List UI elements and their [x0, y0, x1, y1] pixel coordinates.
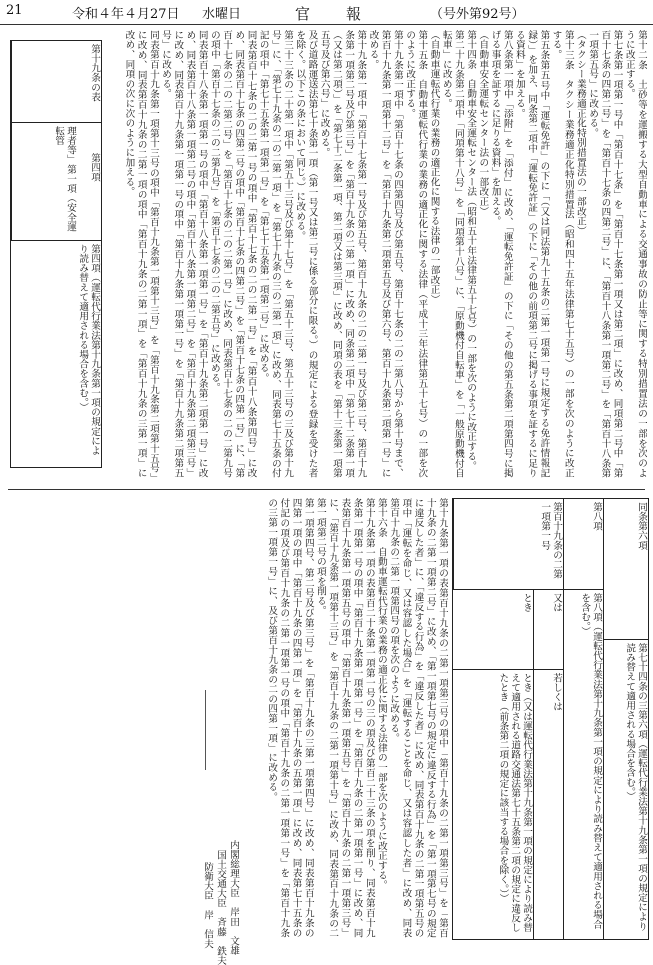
- paragraph: 第七条第一項第一号中「第百十七条」を「第百十七条第一項又は第二項」に改め、同項第二号中「第百十七条の四第二号」を「第百十七条の四第二号」に、「第百十八条第一項第二号」を「第百十八条第一項第五号」に改める。: [587, 30, 623, 478]
- paragraph: 第八条第一項中「添附」を「添付」に改め、「運転免許証」の下に「その他の第五条第二項第四号に掲げる事項を証するに足りる資料」を加える。: [489, 30, 513, 478]
- paragraph: 第十九条第一項中「第百十七条の四第四号及び第五号、第百十七条の二の二第八号から第十号まで、第百十九条第一項第十二号」を「第百十九条第二項第五号及び第六号、第百十九条第二項第一号」に改める。: [367, 30, 403, 478]
- table-cell: とき（又は運転代行業法第十九条第一項の規定により読み替えて適用される道路交通法第七十五条第二項の規定に違反したとき（前条第二項の規定に該当する場合を除く。））: [453, 669, 533, 939]
- issue-date: 令和４年４月27日: [72, 7, 180, 22]
- paragraph: 第十五条 自動車運転代行業の業務の適正化に関する法律（平成十三年法律第五十七号）の一部を次のように改正する。: [404, 30, 428, 478]
- paragraph: （自動車運転代行業の業務の適正化に関する法律の一部改正）: [428, 30, 440, 305]
- paragraph: 第十九条第一項の表第百二十条第一項第一号の三の項及び第百二十三条の項を削り、同表第百十九条第一項第一号の項中「第百十九条第一項第一号」を「第百十九条の二第一項第一号」に改め、同表第百十九条第一項第五号の項中「第百十九条第一項第五号」を「第百十九条の二第一項第三号」に、「第百十九条第一項第十三号」を「第百十九条の二第一項第十号」に改め、同表第百十九条の二第一項第二号の項を削る。: [314, 498, 375, 938]
- table-cell: 若しくは: [533, 669, 563, 939]
- signatory-title: 内閣総理大臣: [228, 840, 239, 898]
- signature-mod: [200, 862, 214, 948]
- paragraph: 第三十三条の二十第一項中「第五十三号及び第十七号」を「第五十三号、第五十三号の三及び第十九号」に、「第七十九条の二の二第一項」を「第七十九条の三の二第一項」に改め、同表第七十五条の付記の項中「第七十五条第一項第一号」を「第七十五条第一項第二号」に改める。: [257, 30, 294, 478]
- paragraph: 第十三条 タクシー業務適正化特別措置法（昭和四十五年法律第七十五号）の一部を次のように改正する。: [550, 30, 574, 478]
- paragraph: 第十二条 土砂等を運搬する大型自動車による交通事故の防止等に関する特別措置法の一部を次のように改正する。: [623, 30, 647, 478]
- paragraph: 同表第百十九条第一項第十三号の項中「第百十九条第一項第十三号」を「第百十九条第二項第十五号」に改め、同表第百十九条の二第一項の項中「第百十九条の二第一項」を「第百十九条の三第一項」に改め、同項の次に次のように加える。: [123, 30, 159, 478]
- table-cell: 第百十九条の二第一項第一号: [453, 499, 563, 589]
- paragraph: 第十九条第一項の表第百十九条の二第一項第三号の項中「第百十九条の二第一項第三号」を「第百十九条の二第一項第二号」に改め、「第一項第七号の規定に違反する行為」を「第一項第七号の規定に違反した者」に、「違反する行為」を「違反した者」に改め、同表第百十九条の二第一項第五号の項中「運転を命じ、又は容認した場合」を「運転することを命じ、又は容認した者」に改め、同表第百十九条の二第一項第四号の項を次のように改める。: [388, 498, 448, 938]
- issue-number: （号外第92号）: [430, 7, 525, 22]
- table-cell: 第四項（運転代行業法第十九条第一項の規定により読み替えて適用される場合を含む。）: [77, 244, 100, 456]
- paragraph: 及び道路運送法第七十条第一項（第一号又は第二号に係る部分に限る。）の規定による登録を受けた者を除く。以下この条において同じ。）に改める。: [294, 30, 318, 478]
- table-cell: 理者等」第一項（安全運転管: [11, 123, 77, 241]
- table-cell: [11, 41, 67, 123]
- section-divider: [8, 489, 645, 490]
- table-cell: 又は: [533, 589, 563, 669]
- upper-amendment-table: [10, 40, 102, 468]
- signatory-name: 岸田 文雄: [228, 907, 239, 956]
- paragraph: （タクシー業務適正化特別措置法の一部改正）: [574, 30, 586, 236]
- paragraph: （自動車安全運転センター法の一部改正）: [477, 30, 489, 217]
- table-cell: とき: [453, 589, 533, 669]
- paragraph: 同表第百十八条第一項第一号の項中「第百十八条第一項第一号」を「第百十九条第二項第一号」に改め、同表第百十八条第一項第二号の項中「第百十八条第一項第二号」を「第百十九条第二項第三号」に改め、同表第百十九条第一項第一号の項中「第百十九条第一項第一号」を「第百十九条第二項第五号」に改める。: [160, 30, 208, 478]
- signatory-name: 岸 信夫: [202, 910, 213, 949]
- lower-text-block: [248, 498, 448, 938]
- page-header: [0, 0, 653, 25]
- table-cell: 第七十四条の三第六項（運転代行業法第十九条第一項の規定により読み替えて適用される場合を含む。）: [603, 639, 648, 939]
- table-cell: 第四項: [77, 123, 101, 241]
- upper-text-block: [105, 30, 647, 478]
- paragraph: 第十九条第一項中「第百十七条第一号及び第五号、第百十九条の二の二第一号及び第二号、第百十九条第一項第二号及び第三号」を「第百十九条の二第一項」に改め、同条第二項中「第七十二条第一項（又は第二項）」を「第七十二条第一項、第二項又は第三項」に改め、同項の表を「第十三条第一項第五号及び第六号」に改める。: [318, 30, 367, 478]
- paragraph: 第五条第五号中「運転免許」の下に「（又は同法第九十五条の二第一項第一号に規定する免許情報記録）」を加え、同条第二項中「運転免許証」の下に「その他の前項第二号に掲げる事項を証するに足りる資料」を加える。: [513, 30, 550, 478]
- paragraph: 第十四条 自動車安全運転センター法（昭和五十年法律第五十七号）の一部を次のように改正する。: [465, 30, 477, 471]
- page-number: 21: [6, 3, 23, 18]
- table-cell: 同条第六項: [603, 499, 648, 639]
- signatory-name: 斉藤 鉄夫: [215, 917, 226, 965]
- table-cell: 第十九条の表: [67, 41, 101, 123]
- paragraph: 第一項第四号、第二号及び第三号」を「第百十九条の三第一項第四号」に改め、同表第百十九条の四第一項の項中「第百十九条の四第一項」を「第百十九条の五第一項」に改め、同表第七十五条の付記の項及び第百十九条の二第一項第一号の項中「第百十九条の二第一項第一号」を「第百十九条の三第一項第一号」に、及び第百十九条の二の四第一項」に改める。: [266, 498, 314, 938]
- weekday: 水曜日: [202, 7, 242, 22]
- paragraph: 第二十九条第二項中「同項第十八号」を「同項第十八号」に、「原動機付自転車」を「一般原動機付自転車」に改める。: [440, 30, 464, 478]
- signature-mlit: [213, 850, 227, 965]
- signature-rule: [205, 690, 206, 770]
- lower-amendment-table: [452, 498, 649, 940]
- paragraph: 同表第百十七条の二の二第一号の項中「第百十七条の二の二第一号」を「第百十八条第四号」に改め、同表第百十七条の四第二号の項中「第百十七条の四第二号」を「第百十七条の四第一号」に、「第百十七条の二の二第二号」を「第百十七条の二の二第一号」に改め、同表第百十七条の二の二第九号の項中「第百十七条の二の二第九号」を「第百十七条の二の二第五号」に改める。: [208, 30, 257, 478]
- signature-pm: [226, 840, 240, 955]
- table-cell: 第八項（運転代行業法第十九条第一項の規定により読み替えて適用される場合を含む。）: [563, 589, 603, 939]
- gazette-title: 官 報: [295, 5, 364, 23]
- signatory-title: 防衛大臣: [202, 862, 213, 901]
- table-cell: 第八項: [563, 499, 603, 589]
- signatory-title: 国土交通大臣: [215, 850, 226, 908]
- paragraph: 第十六条 自動車運転代行業の業務の適正化に関する法律の一部を次のように改正する。: [375, 498, 387, 890]
